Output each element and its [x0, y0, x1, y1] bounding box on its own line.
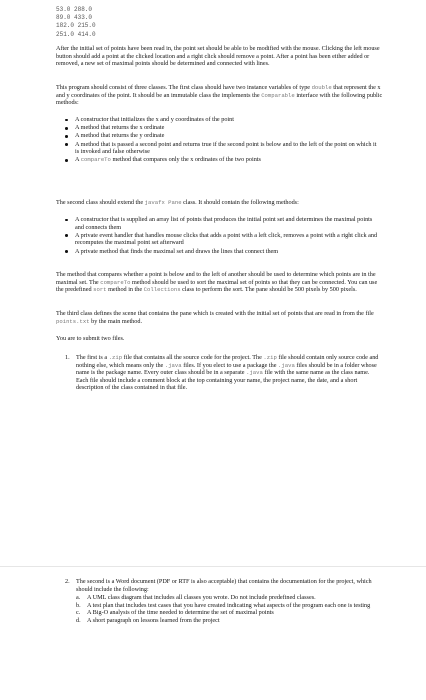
list-item: A private method that finds the maximal set and draws the lines that connect them [62, 248, 382, 256]
first-class-methods-list [62, 116, 382, 165]
list-item: A constructor that is supplied an array list of points that produces the initial point set and determines the maximal points and connects them [62, 216, 382, 231]
submission-item-1 [62, 354, 380, 392]
code-line: 182.0 215.0 [56, 22, 96, 30]
sub-list-item: d. A short paragraph on lessons learned from the project [76, 616, 220, 624]
paragraph-submit: You are to submit two files. [56, 335, 125, 342]
code-line: 251.0 414.0 [56, 30, 96, 38]
paragraph-first-class: This program should consist of three classes. The first class should have two instance variables of type double that represent the x and y coordinates of the point. It should be an immutable class the implements the Comparable interface with the following public methods: [56, 84, 383, 107]
sub-list-item: b. A test plan that includes test cases that you have created indicating what aspects of the program each one is testing [76, 601, 371, 609]
paragraph-compare-method: The method that compares whether a point is below and to the left of another should be used to determine which points are in the maximal set. The compareTo method should be used to sort the maximal set of points so that they can be connected. You can use the predefined sort method in the Collections class to perform the sort. The pane should be 500 pixels by 500 pixels. [56, 271, 378, 294]
list-item: 1. The first is a .zip file that contains all the source code for the project. The .zip file should contain only source code and nothing else, which means only the .java files. If you elect to use a package the .java files should be in a folder whose name is the package name. Every outer class should be in a separate .java file with the same name as the class name. Each file should include a comment block at the top containing your name, the project name, the date, and a short description of the class contained in that file. [65, 354, 379, 392]
code-line: 53.0 288.0 [56, 6, 93, 13]
list-item: A method that is passed a second point and returns true if the second point is below and to the left of the point on which it is invoked and false otherwise [62, 141, 382, 156]
submission-item-2 [62, 578, 380, 625]
list-item: A private event handler that handles mouse clicks that adds a point with a left click, removes a point with a right click and recomputes the maximal point set afterward [62, 232, 382, 247]
page-break [0, 566, 426, 567]
paragraph-third-class: The third class defines the scene that contains the pane which is created with the initial set of points that are read in from the file points.txt by the main method. [56, 310, 374, 325]
points-file-listing [56, 6, 96, 39]
list-item: A constructor that initializes the x and y coordinates of the point [62, 116, 382, 124]
list-item: A compareTo method that compares only the x ordinates of the two points [62, 156, 382, 164]
paragraph-mouse-modification: After the initial set of points have been read in, the point set should be able to be modified with the mouse. Clicking the left mouse button should add a point at the clicked location and a right click should remove a point. After a point has been either added or removed, a new set of maximal points should be determined and connected with lines. [56, 45, 380, 68]
second-class-methods-list [62, 216, 382, 256]
code-line: 89.0 433.0 [56, 14, 93, 22]
list-item: A method that returns the x ordinate [62, 124, 382, 132]
list-item: 2. The second is a Word document (PDF or RTF is also acceptable) that contains the documentation for the project, which should include the following: a. A UML class diagram that includes all classes you wrote. Do not include predefined classes. b. A test plan that includes test cases that you have created indicating what aspects of the program each one is testing c. A Big-O analysis of the time needed to determine the set of maximal points d. A short paragraph on lessons learned from the project [62, 578, 380, 625]
paragraph-second-class: The second class should extend the javafx Pane class. It should contain the following methods: [56, 199, 299, 206]
list-item: A method that returns the y ordinate [62, 132, 382, 140]
sub-list-item: c. A Big-O analysis of the time needed to determine the set of maximal points [76, 609, 274, 617]
sub-list-item: a. A UML class diagram that includes all classes you wrote. Do not include predefined classes. [76, 594, 316, 602]
